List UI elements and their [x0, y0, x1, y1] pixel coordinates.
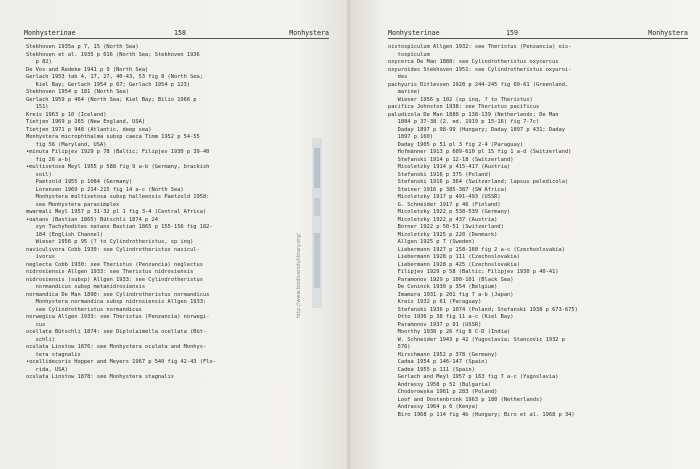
entry-line: oculata Linstow 1876: see Monhystera oculata and Monhys-	[26, 344, 207, 350]
entry-line: oxyuroides Stekhoven 1951: see Cylindrotheristus oxyuroi-	[388, 66, 572, 73]
entry-line: normandicus subsp metanidrosiensis	[26, 284, 146, 290]
entry-line: •multisetosa Meyl 1955 p 588 fig 9 a-b (Germany, brackish	[26, 164, 210, 170]
entry-line: rida, USA)	[26, 366, 68, 373]
entry-line: naviculivora Cobb 1930: see Cylindrotheristus navicul-	[26, 246, 200, 253]
entry-line: Borner 1922 p 50-51 (Switzerland)	[388, 224, 504, 230]
entry-line: Gerlach 1953 tab 4, 17, 27, 40-43, 53 fig 8 (North Sea;	[26, 74, 203, 80]
entry-line: ivorus	[26, 254, 55, 260]
entry-line: norwegica Allgen 1933: see Theristus (Penzancia) norwegi-	[26, 314, 210, 320]
page-number: 159	[506, 29, 518, 37]
entry-line: De Vos and Redeke 1941 p 9 (North Sea)	[26, 66, 149, 73]
entry-line: Loof and Oostenbrink 1963 p 180 (Netherlands)	[388, 396, 543, 403]
svg-text:http://www.biodiversitylibrary: http://www.biodiversitylibrary.org/	[296, 233, 302, 318]
entry-line: Micoletzky 1914 p 415-417 (Austria)	[388, 164, 511, 170]
entry-line: De Coninck 1930 p 354 (Belgium)	[388, 284, 498, 290]
entry-line: Andrassy 1964 p 6 (Kenya)	[388, 404, 479, 410]
entry-line: tospiculum	[388, 51, 430, 58]
entry-line: 1897 p 160)	[388, 134, 434, 140]
entry-line: Otto 1936 p 38 fig 11 a-c (Kiel Bay)	[388, 314, 514, 320]
entry-line: Micoletzky 1922 p 437 (Austria)	[388, 216, 498, 223]
entry-line: •ocellidecoris Hopper and Meyers 1967 p 540 fig 42-43 (Flo-	[26, 359, 216, 365]
entry-line: 184 (English Channel)	[26, 231, 104, 238]
entry-line: see Monhystera parasimplex	[26, 201, 120, 208]
entry-line: Lorenzen 1969 p 214-215 fig 14 a-c (North Sea)	[26, 186, 184, 193]
entry-line: Gerlach and Meyl 1957 p 163 fig 7 a-c (Yugoslavia)	[388, 374, 559, 380]
entry-line: oxycerca De Man 1888: see Cylindrotheristus oxycercus	[388, 59, 559, 65]
entry-line: Cadea 1955 p 111 (Spain)	[388, 366, 475, 373]
entry-line: Micoletzky 1917 p 491-493 (USSR)	[388, 194, 501, 200]
entry-line: Kreis 1932 p 61 (Paraguay)	[388, 299, 482, 305]
entry-line: •minuta Filipjev 1929 p 78 (Baltic; Filipjev 1930 p 39-40	[26, 149, 210, 155]
entry-line: 1884 p 37-38 (2. ed. 1919 p 15-16) fig 7-7c)	[388, 119, 540, 125]
entry-line: G. Schneider 1917 p 46 (Finland)	[388, 201, 501, 208]
page-number: 158	[174, 29, 186, 37]
entry-line: schli)	[26, 336, 55, 343]
entry-line: Hofmänner 1913 p 609-610 pl 15 fig 1 a-d (Switzerland)	[388, 149, 572, 155]
entry-line: pachyuris Ditlevsen 1928 p 244-245 fig 60-61 (Greenland,	[388, 81, 569, 88]
entry-line: Daday 1905 p 51 pl 3 fig 2-4 (Paraguay)	[388, 141, 524, 148]
entry-line: Wieser 1956 p 102 (sp inq, ? to Theristus)	[388, 96, 533, 103]
entry-line: Monhystera microphthalma subsp caeca Timm 1952 p 54-55	[26, 134, 200, 140]
entry-line: Micoletzky 1925 p 220 (Denmark)	[388, 231, 498, 238]
right-page-entries	[388, 44, 578, 419]
entry-line: Paetzold 1955 p 1084 (Germany)	[26, 179, 133, 185]
entry-line: ocellata Bütschli 1874: see Diplolaimella ocellata (Büt-	[26, 329, 207, 335]
entry-line: Wieser 1956 p 95 (? to Cylindrotheristus, sp inq)	[26, 239, 194, 245]
entry-line: 576)	[388, 344, 411, 350]
entry-line: Gerlach 1959 p 464 (North Sea; Kiel Bay; Bilio 1966 p	[26, 96, 197, 103]
right-page	[350, 0, 700, 469]
entry-line: W. Schneider 1943 p 42 (Yugoslavia; Stancovic 1932 p	[388, 336, 565, 343]
entry-line: normandica De Man 1890: see Cylindrotheristus normandicus	[26, 291, 210, 298]
running-head-genus: Monhystera	[289, 29, 329, 37]
entry-line: Micoletzky 1922 p 538-539 (Germany)	[388, 209, 511, 215]
entry-line: Andrassy 1958 p 52 (Bulgaria)	[388, 381, 491, 388]
entry-line: syn Tachyhodites natans Bastian 1865 p 155-156 fig 182-	[26, 224, 213, 230]
entry-line: Moorthy 1938 p 26 fig 8 C-D (India)	[388, 329, 511, 335]
entry-line: Paramonov 1937 p 91 (USSR)	[388, 321, 482, 328]
library-stamp-icon	[309, 138, 325, 308]
entry-line: oculata Linstow 1878: see Monhystera stagnalis	[26, 374, 174, 380]
library-watermark	[293, 210, 303, 320]
entry-line: marine)	[388, 89, 421, 95]
entry-line: Liebermann 1928 p 111 (Czechoslovakia)	[388, 254, 520, 260]
entry-line: p 82)	[26, 59, 52, 65]
entry-line: tera stagnalis	[26, 351, 81, 358]
entry-line: Kiel Bay; Gerlach 1954 p 67; Gerlach 1954 p 123)	[26, 81, 191, 88]
entry-line: Chodorowska 1961 p 283 (Poland)	[388, 389, 498, 395]
entry-line: Imamura 1931 p 201 fig 7 a-b (Japan)	[388, 291, 514, 298]
entry-line: fig 26 a-b)	[26, 156, 72, 163]
entry-line: paludicola De Man 1880 p 138-139 (Netherlands; De Man	[388, 111, 559, 118]
entry-line: Filipjev 1929 p 58 (Baltic; Filipjev 1930 p 40-41)	[388, 269, 559, 275]
left-page-entries	[26, 44, 216, 382]
entry-line: Allgen 1925 p 7 (Sweden)	[388, 239, 475, 245]
entry-line: Steiner 1916 p 385-387 (SW Africa)	[388, 186, 508, 193]
entry-line: Stefanski 1914 p 12-18 (Switzerland)	[388, 156, 514, 163]
entry-line: nidrosiensis Allgen 1933: see Theristus nidrosiensis	[26, 269, 194, 275]
entry-line: Hirschmann 1952 p 378 (Germany)	[388, 351, 498, 358]
entry-line: Stekhoven 1935a p 7, 15 (North Sea)	[26, 44, 139, 50]
entry-line: Daday 1897 p 98-99 (Hungary; Daday 1897 p 431; Daday	[388, 126, 565, 133]
header-rule	[24, 38, 329, 39]
entry-line: Biro 1968 p 114 fig 4b (Hungary; Biro et al. 1968 p 34)	[388, 411, 575, 418]
running-head-subfamily: Monhysterinae	[24, 29, 76, 37]
entry-line: •natans (Bastian 1865) Bütschli 1874 p 24	[26, 216, 158, 223]
entry-line: Kreis 1963 p 10 (Iceland)	[26, 111, 107, 118]
entry-line: Stefanski 1916 p 364 (Switzerland; lapsus peledicola)	[388, 179, 569, 185]
entry-line: cus	[26, 321, 46, 328]
entry-line: fig 56 (Maryland, USA)	[26, 141, 107, 148]
entry-line: oistospiculum Allgen 1932: see Theristus (Penzancia) ois-	[388, 44, 572, 50]
entry-line: soil)	[26, 171, 52, 178]
header-rule	[388, 38, 688, 39]
entry-line: 151)	[26, 104, 49, 110]
entry-line: neglecta Cobb 1930: see Theristus (Penzancia) neglectus	[26, 261, 203, 268]
running-head-genus: Monhystera	[648, 29, 688, 37]
entry-line: des	[388, 74, 408, 80]
entry-line: Tietjen 1969 p 265 (New England, USA)	[26, 119, 146, 125]
entry-line: Tietjen 1971 p 948 (Atlantic, deep sea)	[26, 126, 152, 133]
entry-line: pacifica Johnston 1938: see Theristus pacificus	[388, 104, 540, 110]
entry-line: Stekhoven et al. 1935 p 616 (North Sea; Stekhoven 1936	[26, 51, 200, 58]
entry-line: Liebermann 1928 p 425 (Czechoslovakia)	[388, 261, 520, 268]
entry-line: Monhystera normandica subsp nidrosiensis Allgen 1933:	[26, 299, 207, 305]
entry-line: mwarmali Meyl 1957 p 31-32 pl 1 fig 3-4 (Central Africa)	[26, 209, 207, 215]
entry-line: Cadea 1954 p 146-147 (Spain)	[388, 359, 488, 365]
entry-line: Stekhoven 1954 p 181 (North Sea)	[26, 89, 129, 95]
entry-line: Monhystera multisetosa subsp halleensis Paetzold 1958:	[26, 194, 210, 200]
entry-line: Liebermann 1927 p 158-160 fig 2 a-c (Czechoslovakia)	[388, 246, 565, 253]
entry-line: Paramonov 1929 p 100-101 (Black Sea)	[388, 276, 514, 283]
running-head-subfamily: Monhysterinae	[388, 29, 440, 37]
entry-line: see Cylindrotheristus normandicus	[26, 306, 142, 313]
entry-line: Stefanski 1936 p 1074 (Poland; Stefanski 1938 p 673-675)	[388, 306, 578, 313]
entry-line: Stefanski 1916 p 375 (Poland)	[388, 171, 491, 178]
entry-line: nidrosiensis (subsp) Allgen 1933: see Cylindrotheristus	[26, 276, 203, 283]
